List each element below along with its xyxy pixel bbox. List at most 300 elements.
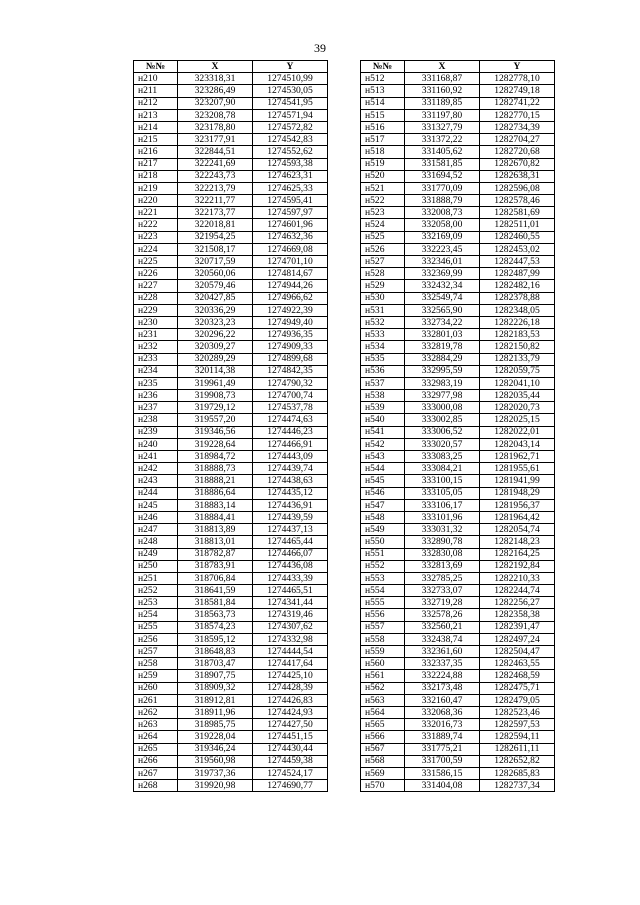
y-cell: 1274443,09 (253, 451, 328, 463)
y-cell: 1282463,55 (480, 658, 555, 670)
y-cell: 1282043,14 (480, 438, 555, 450)
x-cell: 331405,62 (405, 146, 480, 158)
x-cell: 323318,31 (178, 73, 253, 85)
y-cell: 1274700,74 (253, 390, 328, 402)
x-cell: 322241,69 (178, 158, 253, 170)
x-cell: 332346,01 (405, 256, 480, 268)
x-cell: 331168,87 (405, 73, 480, 85)
x-cell: 318703,47 (178, 658, 253, 670)
table-header-row (134, 61, 328, 73)
y-cell: 1282358,38 (480, 609, 555, 621)
point-cell: н524 (361, 219, 405, 231)
x-cell: 333105,05 (405, 487, 480, 499)
x-cell: 320579,46 (178, 280, 253, 292)
table-row (361, 73, 555, 85)
y-cell: 1274909,33 (253, 341, 328, 353)
table-row (134, 451, 328, 463)
table-row (361, 402, 555, 414)
table-row (134, 73, 328, 85)
table-row (361, 170, 555, 182)
table-row (134, 731, 328, 743)
point-cell: н223 (134, 231, 178, 243)
point-cell: н530 (361, 292, 405, 304)
table-row (134, 694, 328, 706)
table-row (134, 646, 328, 658)
table-row (361, 646, 555, 658)
y-cell: 1282737,34 (480, 780, 555, 792)
point-cell: н233 (134, 353, 178, 365)
y-cell: 1281964,42 (480, 511, 555, 523)
table-row (361, 536, 555, 548)
table-row (361, 134, 555, 146)
x-cell: 331189,85 (405, 97, 480, 109)
point-cell: н533 (361, 329, 405, 341)
x-cell: 319346,56 (178, 426, 253, 438)
point-cell: н531 (361, 304, 405, 316)
point-cell: н564 (361, 706, 405, 718)
point-cell: н211 (134, 85, 178, 97)
y-cell: 1281948,29 (480, 487, 555, 499)
table-row (361, 316, 555, 328)
table-row (134, 743, 328, 755)
point-cell: н220 (134, 195, 178, 207)
table-row (361, 268, 555, 280)
table-row (134, 268, 328, 280)
point-cell: н542 (361, 438, 405, 450)
header-y: Y (253, 61, 328, 73)
x-cell: 332223,45 (405, 243, 480, 255)
y-cell: 1274425,10 (253, 670, 328, 682)
x-cell: 318563,73 (178, 609, 253, 621)
x-cell: 318581,84 (178, 597, 253, 609)
y-cell: 1274436,91 (253, 499, 328, 511)
x-cell: 332369,99 (405, 268, 480, 280)
table-row (361, 414, 555, 426)
x-cell: 318883,14 (178, 499, 253, 511)
y-cell: 1274936,35 (253, 329, 328, 341)
y-cell: 1274537,78 (253, 402, 328, 414)
table-row (361, 329, 555, 341)
x-cell: 318912,81 (178, 694, 253, 706)
point-cell: н568 (361, 755, 405, 767)
table-row (134, 633, 328, 645)
y-cell: 1274474,63 (253, 414, 328, 426)
table-row (134, 182, 328, 194)
x-cell: 332173,48 (405, 682, 480, 694)
y-cell: 1274465,51 (253, 585, 328, 597)
y-cell: 1274601,96 (253, 219, 328, 231)
y-cell: 1274438,63 (253, 475, 328, 487)
y-cell: 1274433,39 (253, 572, 328, 584)
point-cell: н222 (134, 219, 178, 231)
y-cell: 1274814,67 (253, 268, 328, 280)
x-cell: 331160,92 (405, 85, 480, 97)
x-cell: 320427,85 (178, 292, 253, 304)
y-cell: 1282597,53 (480, 719, 555, 731)
y-cell: 1282497,24 (480, 633, 555, 645)
point-cell: н212 (134, 97, 178, 109)
x-cell: 319228,04 (178, 731, 253, 743)
table-row (361, 499, 555, 511)
point-cell: н549 (361, 524, 405, 536)
point-cell: н265 (134, 743, 178, 755)
y-cell: 1274430,44 (253, 743, 328, 755)
y-cell: 1274459,38 (253, 755, 328, 767)
table-row (134, 207, 328, 219)
table-row (134, 158, 328, 170)
x-cell: 322211,77 (178, 195, 253, 207)
point-cell: н238 (134, 414, 178, 426)
point-cell: н552 (361, 560, 405, 572)
y-cell: 1274446,23 (253, 426, 328, 438)
y-cell: 1282391,47 (480, 621, 555, 633)
point-cell: н535 (361, 353, 405, 365)
y-cell: 1274790,32 (253, 377, 328, 389)
y-cell: 1274842,35 (253, 365, 328, 377)
point-cell: н550 (361, 536, 405, 548)
x-cell: 332995,59 (405, 365, 480, 377)
table-row (134, 414, 328, 426)
point-cell: н527 (361, 256, 405, 268)
x-cell: 332016,73 (405, 719, 480, 731)
table-row (134, 767, 328, 779)
point-cell: н544 (361, 463, 405, 475)
x-cell: 331888,79 (405, 195, 480, 207)
point-cell: н237 (134, 402, 178, 414)
point-cell: н230 (134, 316, 178, 328)
point-cell: н215 (134, 134, 178, 146)
y-cell: 1274541,95 (253, 97, 328, 109)
x-cell: 331372,22 (405, 134, 480, 146)
x-cell: 333000,08 (405, 402, 480, 414)
table-row (361, 146, 555, 158)
point-cell: н566 (361, 731, 405, 743)
table-row (134, 426, 328, 438)
table-row (134, 329, 328, 341)
table-row (361, 365, 555, 377)
x-cell: 320560,06 (178, 268, 253, 280)
table-row (134, 609, 328, 621)
table-row (134, 548, 328, 560)
table-row (134, 706, 328, 718)
y-cell: 1282749,18 (480, 85, 555, 97)
y-cell: 1274597,97 (253, 207, 328, 219)
table-row (361, 451, 555, 463)
y-cell: 1282025,15 (480, 414, 555, 426)
point-cell: н551 (361, 548, 405, 560)
x-cell: 333084,21 (405, 463, 480, 475)
x-cell: 323178,80 (178, 121, 253, 133)
y-cell: 1282581,69 (480, 207, 555, 219)
table-row (361, 109, 555, 121)
y-cell: 1274417,64 (253, 658, 328, 670)
point-cell: н248 (134, 536, 178, 548)
table-row (134, 621, 328, 633)
x-cell: 331889,74 (405, 731, 480, 743)
point-cell: н240 (134, 438, 178, 450)
y-cell: 1274439,59 (253, 511, 328, 523)
table-row (361, 353, 555, 365)
y-cell: 1282704,27 (480, 134, 555, 146)
point-cell: н231 (134, 329, 178, 341)
x-cell: 318907,75 (178, 670, 253, 682)
y-cell: 1282741,22 (480, 97, 555, 109)
table-row (134, 85, 328, 97)
y-cell: 1274439,74 (253, 463, 328, 475)
point-cell: н246 (134, 511, 178, 523)
table-row (134, 511, 328, 523)
x-cell: 331197,80 (405, 109, 480, 121)
table-row (134, 390, 328, 402)
table-row (134, 719, 328, 731)
y-cell: 1274424,93 (253, 706, 328, 718)
x-cell: 318886,64 (178, 487, 253, 499)
table-row (361, 243, 555, 255)
point-cell: н547 (361, 499, 405, 511)
point-cell: н555 (361, 597, 405, 609)
point-cell: н256 (134, 633, 178, 645)
x-cell: 319908,73 (178, 390, 253, 402)
x-cell: 318706,84 (178, 572, 253, 584)
table-row (361, 621, 555, 633)
point-cell: н567 (361, 743, 405, 755)
y-cell: 1274435,12 (253, 487, 328, 499)
x-cell: 322173,77 (178, 207, 253, 219)
x-cell: 332549,74 (405, 292, 480, 304)
table-row (361, 755, 555, 767)
header-x: X (405, 61, 480, 73)
x-cell: 332801,03 (405, 329, 480, 341)
point-cell: н250 (134, 560, 178, 572)
point-cell: н538 (361, 390, 405, 402)
y-cell: 1282475,71 (480, 682, 555, 694)
y-cell: 1274632,36 (253, 231, 328, 243)
x-cell: 322844,51 (178, 146, 253, 158)
table-row (134, 109, 328, 121)
x-cell: 323207,90 (178, 97, 253, 109)
x-cell: 333083,25 (405, 451, 480, 463)
y-cell: 1282059,75 (480, 365, 555, 377)
y-cell: 1282183,53 (480, 329, 555, 341)
table-row (361, 731, 555, 743)
point-cell: н259 (134, 670, 178, 682)
x-cell: 320309,27 (178, 341, 253, 353)
point-cell: н539 (361, 402, 405, 414)
point-cell: н252 (134, 585, 178, 597)
coordinates-table-left (133, 60, 328, 792)
point-cell: н545 (361, 475, 405, 487)
x-cell: 331694,52 (405, 170, 480, 182)
x-cell: 332169,09 (405, 231, 480, 243)
point-cell: н254 (134, 609, 178, 621)
y-cell: 1274530,05 (253, 85, 328, 97)
point-cell: н569 (361, 767, 405, 779)
y-cell: 1274922,39 (253, 304, 328, 316)
x-cell: 320323,23 (178, 316, 253, 328)
point-cell: н512 (361, 73, 405, 85)
point-cell: н521 (361, 182, 405, 194)
table-row (361, 609, 555, 621)
y-cell: 1282479,05 (480, 694, 555, 706)
y-cell: 1282611,11 (480, 743, 555, 755)
y-cell: 1282041,10 (480, 377, 555, 389)
point-cell: н239 (134, 426, 178, 438)
y-cell: 1274436,08 (253, 560, 328, 572)
y-cell: 1282778,10 (480, 73, 555, 85)
x-cell: 318888,73 (178, 463, 253, 475)
y-cell: 1281956,37 (480, 499, 555, 511)
x-cell: 332361,60 (405, 646, 480, 658)
x-cell: 319557,20 (178, 414, 253, 426)
y-cell: 1274466,07 (253, 548, 328, 560)
point-cell: н553 (361, 572, 405, 584)
point-cell: н225 (134, 256, 178, 268)
point-cell: н522 (361, 195, 405, 207)
point-cell: н525 (361, 231, 405, 243)
y-cell: 1282720,68 (480, 146, 555, 158)
point-cell: н224 (134, 243, 178, 255)
point-cell: н257 (134, 646, 178, 658)
x-cell: 332008,73 (405, 207, 480, 219)
x-cell: 332337,35 (405, 658, 480, 670)
y-cell: 1282460,55 (480, 231, 555, 243)
x-cell: 333020,57 (405, 438, 480, 450)
y-cell: 1274572,82 (253, 121, 328, 133)
x-cell: 318813,89 (178, 524, 253, 536)
y-cell: 1274341,44 (253, 597, 328, 609)
point-cell: н229 (134, 304, 178, 316)
x-cell: 333106,17 (405, 499, 480, 511)
point-cell: н518 (361, 146, 405, 158)
table-row (134, 292, 328, 304)
table-row (134, 353, 328, 365)
y-cell: 1282578,46 (480, 195, 555, 207)
x-cell: 318595,12 (178, 633, 253, 645)
point-cell: н228 (134, 292, 178, 304)
point-cell: н519 (361, 158, 405, 170)
point-cell: н264 (134, 731, 178, 743)
point-cell: н261 (134, 694, 178, 706)
x-cell: 331581,85 (405, 158, 480, 170)
y-cell: 1281955,61 (480, 463, 555, 475)
y-cell: 1274427,50 (253, 719, 328, 731)
point-cell: н556 (361, 609, 405, 621)
y-cell: 1274623,31 (253, 170, 328, 182)
table-row (361, 280, 555, 292)
x-cell: 322018,81 (178, 219, 253, 231)
x-cell: 320336,29 (178, 304, 253, 316)
x-cell: 332734,22 (405, 316, 480, 328)
table-row (134, 487, 328, 499)
table-row (361, 341, 555, 353)
y-cell: 1274593,38 (253, 158, 328, 170)
point-cell: н559 (361, 646, 405, 658)
table-row (134, 170, 328, 182)
point-cell: н213 (134, 109, 178, 121)
x-cell: 319920,98 (178, 780, 253, 792)
y-cell: 1274307,62 (253, 621, 328, 633)
x-cell: 318985,75 (178, 719, 253, 731)
x-cell: 332884,29 (405, 353, 480, 365)
table-row (361, 438, 555, 450)
y-cell: 1274437,13 (253, 524, 328, 536)
y-cell: 1282054,74 (480, 524, 555, 536)
table-row (134, 597, 328, 609)
x-cell: 332565,90 (405, 304, 480, 316)
y-cell: 1282511,01 (480, 219, 555, 231)
table-row (134, 146, 328, 158)
x-cell: 332058,00 (405, 219, 480, 231)
x-cell: 318641,59 (178, 585, 253, 597)
point-cell: н517 (361, 134, 405, 146)
table-row (134, 402, 328, 414)
point-cell: н532 (361, 316, 405, 328)
y-cell: 1282148,23 (480, 536, 555, 548)
point-cell: н234 (134, 365, 178, 377)
y-cell: 1282150,82 (480, 341, 555, 353)
x-cell: 333006,52 (405, 426, 480, 438)
y-cell: 1274465,44 (253, 536, 328, 548)
y-cell: 1274949,40 (253, 316, 328, 328)
y-cell: 1274595,41 (253, 195, 328, 207)
x-cell: 318782,87 (178, 548, 253, 560)
y-cell: 1282164,25 (480, 548, 555, 560)
x-cell: 333100,15 (405, 475, 480, 487)
table-row (361, 463, 555, 475)
x-cell: 332224,88 (405, 670, 480, 682)
point-cell: н243 (134, 475, 178, 487)
x-cell: 332733,07 (405, 585, 480, 597)
y-cell: 1274571,94 (253, 109, 328, 121)
header-point: №№ (361, 61, 405, 73)
header-x: X (178, 61, 253, 73)
table-row (134, 341, 328, 353)
point-cell: н260 (134, 682, 178, 694)
point-cell: н536 (361, 365, 405, 377)
y-cell: 1282378,88 (480, 292, 555, 304)
table-row (361, 597, 555, 609)
point-cell: н526 (361, 243, 405, 255)
point-cell: н554 (361, 585, 405, 597)
table-row (361, 780, 555, 792)
point-cell: н247 (134, 524, 178, 536)
y-cell: 1274542,83 (253, 134, 328, 146)
y-cell: 1274524,17 (253, 767, 328, 779)
x-cell: 320717,59 (178, 256, 253, 268)
point-cell: н253 (134, 597, 178, 609)
point-cell: н255 (134, 621, 178, 633)
table-row (134, 134, 328, 146)
x-cell: 319228,64 (178, 438, 253, 450)
point-cell: н236 (134, 390, 178, 402)
table-row (361, 182, 555, 194)
x-cell: 322213,79 (178, 182, 253, 194)
y-cell: 1282192,84 (480, 560, 555, 572)
table-row (134, 438, 328, 450)
table-row (361, 658, 555, 670)
x-cell: 323177,91 (178, 134, 253, 146)
x-cell: 319346,24 (178, 743, 253, 755)
point-cell: н258 (134, 658, 178, 670)
x-cell: 332160,47 (405, 694, 480, 706)
table-row (134, 316, 328, 328)
table-row (361, 85, 555, 97)
table-row (134, 365, 328, 377)
x-cell: 323208,78 (178, 109, 253, 121)
y-cell: 1281962,71 (480, 451, 555, 463)
table-header-row (361, 61, 555, 73)
y-cell: 1282523,46 (480, 706, 555, 718)
